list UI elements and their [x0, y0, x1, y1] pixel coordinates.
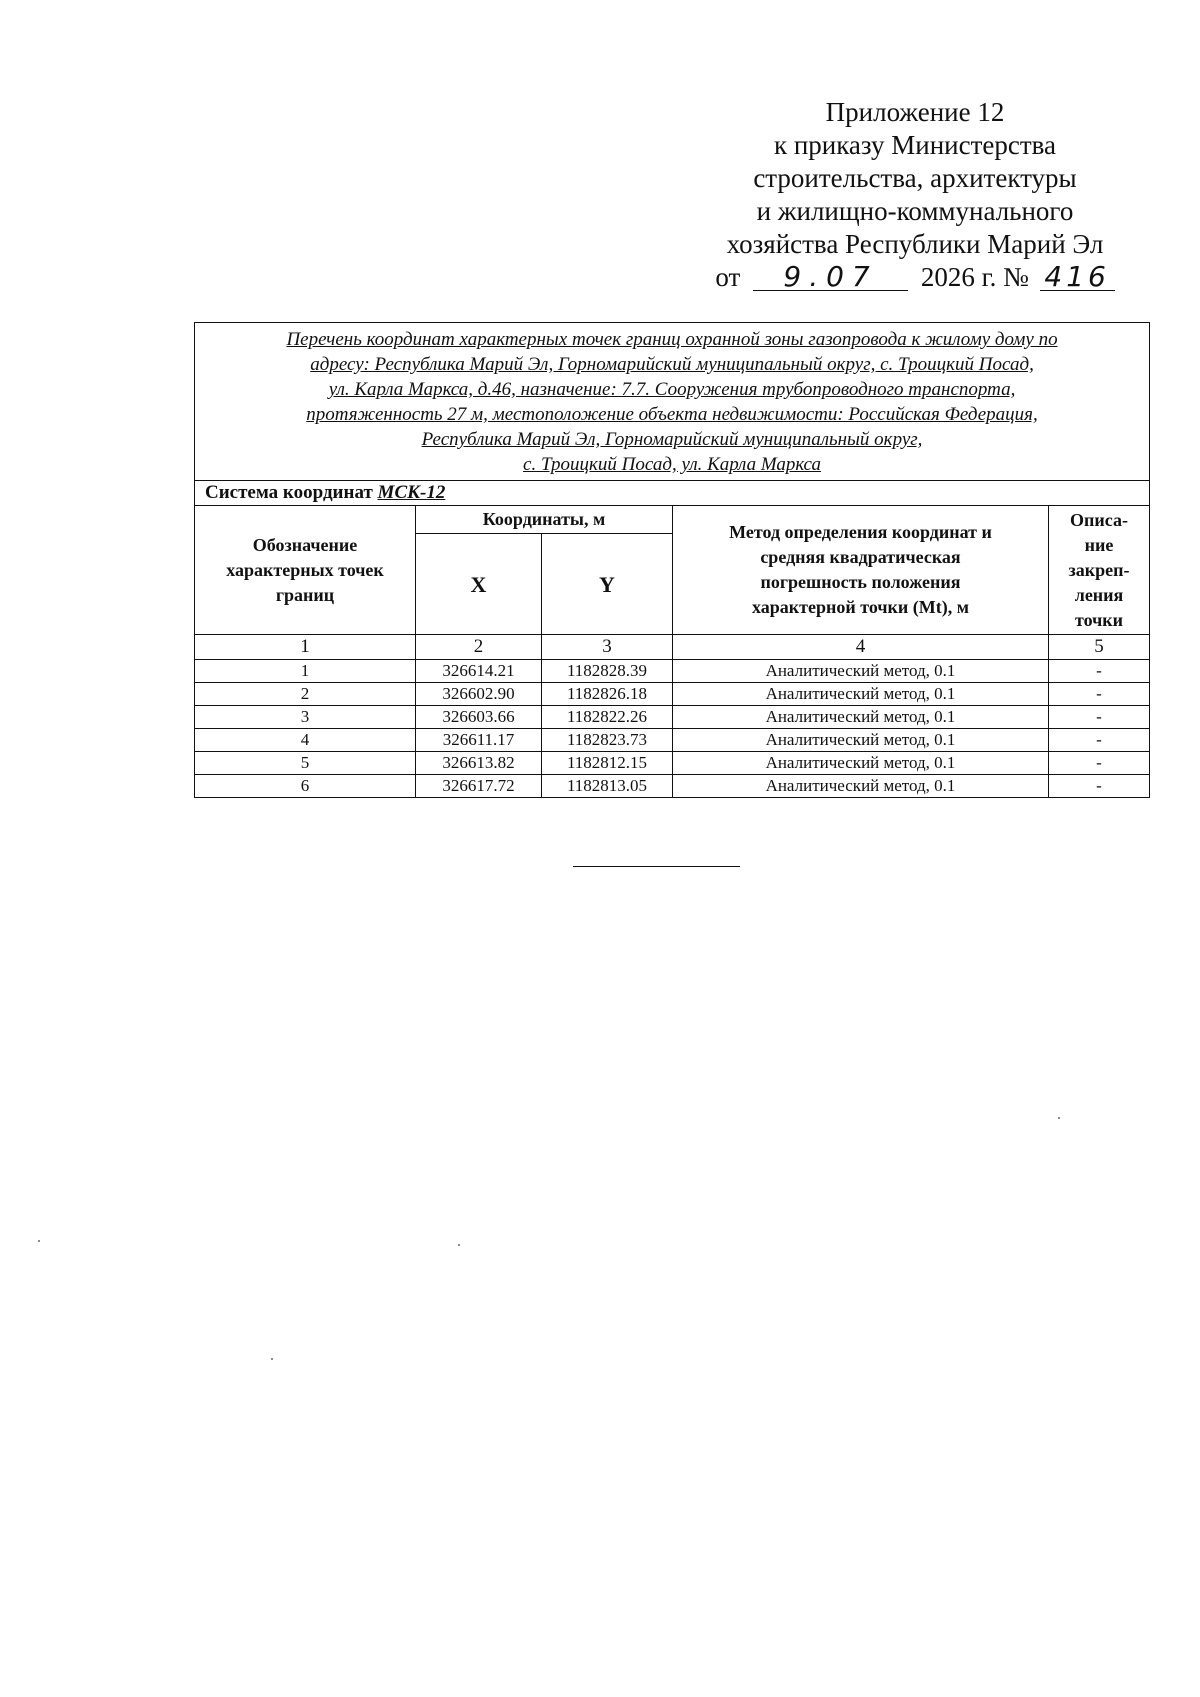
- cell-y: 1182822.26: [542, 706, 673, 729]
- header-method-line: погрешность положения: [760, 572, 961, 592]
- header-line-ministry-2: и жилищно-коммунального: [756, 196, 1074, 226]
- cell-y: 1182813.05: [542, 775, 673, 798]
- header-desc-line: ления: [1074, 584, 1124, 605]
- cell-desc: -: [1049, 729, 1150, 752]
- column-number: 3: [542, 635, 673, 660]
- scan-speck: [458, 1244, 460, 1246]
- cell-y: 1182826.18: [542, 683, 673, 706]
- column-number: 4: [673, 635, 1049, 660]
- cell-desc: -: [1049, 660, 1150, 683]
- cell-point: 2: [195, 683, 416, 706]
- scan-speck: [271, 1358, 273, 1360]
- table-row: [195, 775, 1150, 798]
- header-desc-line: закреп-: [1068, 559, 1130, 580]
- cell-point: 1: [195, 660, 416, 683]
- header-method: [673, 506, 1049, 635]
- coordinates-table: [194, 322, 1150, 798]
- column-number: 2: [416, 635, 542, 660]
- cell-y: 1182823.73: [542, 729, 673, 752]
- title-line: с. Троицкий Посад, ул. Карла Маркса: [523, 454, 821, 475]
- header-desc-line: Описа-: [1070, 509, 1128, 530]
- header-method-line: средняя квадратическая: [760, 547, 961, 567]
- cell-point: 5: [195, 752, 416, 775]
- header-line-appendix: Приложение 12: [825, 97, 1005, 127]
- order-date-line: [690, 261, 1140, 294]
- cell-y: 1182828.39: [542, 660, 673, 683]
- cell-method: Аналитический метод, 0.1: [673, 706, 1049, 729]
- cell-desc: -: [1049, 683, 1150, 706]
- coordinate-system-row: [195, 481, 1150, 506]
- title-line: протяженность 27 м, местоположение объекта недвижимости: Российская Федерация,: [306, 404, 1038, 425]
- coordinate-system-label: Система координат: [205, 482, 373, 503]
- cell-desc: -: [1049, 752, 1150, 775]
- header-points: [195, 506, 416, 635]
- header-description: [1049, 506, 1150, 635]
- table-row: [195, 706, 1150, 729]
- cell-method: Аналитический метод, 0.1: [673, 660, 1049, 683]
- title-line: Перечень координат характерных точек границ охранной зоны газопровода к жилому дому по: [286, 329, 1058, 350]
- handwritten-order-number: 416: [1040, 264, 1115, 291]
- cell-desc: -: [1049, 706, 1150, 729]
- column-number: 1: [195, 635, 416, 660]
- header-y: Y: [542, 534, 673, 635]
- table-title: [195, 323, 1150, 481]
- appendix-header: [690, 96, 1140, 294]
- handwritten-date: 9.07: [753, 264, 908, 291]
- cell-point: 4: [195, 729, 416, 752]
- header-points-line: характерных точек: [226, 559, 384, 580]
- header-x: X: [416, 534, 542, 635]
- header-points-line: Обозначение: [252, 534, 358, 555]
- cell-point: 3: [195, 706, 416, 729]
- title-line: ул. Карла Маркса, д.46, назначение: 7.7. Сооружения трубопроводного транспорта,: [328, 379, 1016, 400]
- table-row: [195, 729, 1150, 752]
- cell-point: 6: [195, 775, 416, 798]
- cell-x: 326613.82: [416, 752, 542, 775]
- year-and-number-label: 2026 г. №: [920, 262, 1029, 292]
- table-row: [195, 752, 1150, 775]
- header-line-ministry-3: хозяйства Республики Марий Эл: [726, 229, 1104, 259]
- header-method-line: характерной точки (Mt), м: [752, 597, 969, 617]
- end-divider: [573, 866, 740, 867]
- coordinate-system-value: МСК-12: [377, 482, 446, 503]
- header-points-line: границ: [275, 584, 335, 605]
- header-desc-line: ние: [1084, 534, 1114, 555]
- cell-method: Аналитический метод, 0.1: [673, 729, 1049, 752]
- header-line-order: к приказу Министерства: [773, 130, 1057, 160]
- column-number: 5: [1049, 635, 1150, 660]
- title-line: Республика Марий Эл, Горномарийский муниципальный округ,: [421, 429, 923, 450]
- scan-speck: [38, 1240, 40, 1242]
- date-prefix: от: [715, 262, 741, 292]
- header-desc-line: точки: [1074, 609, 1124, 630]
- scan-speck: [1058, 1117, 1060, 1119]
- table-row: [195, 683, 1150, 706]
- cell-method: Аналитический метод, 0.1: [673, 683, 1049, 706]
- cell-desc: -: [1049, 775, 1150, 798]
- title-line: адресу: Республика Марий Эл, Горномарийский муниципальный округ, с. Троицкий Посад,: [310, 354, 1034, 375]
- cell-x: 326617.72: [416, 775, 542, 798]
- cell-x: 326602.90: [416, 683, 542, 706]
- header-method-line: Метод определения координат и: [729, 522, 992, 542]
- cell-method: Аналитический метод, 0.1: [673, 752, 1049, 775]
- column-number-row: [195, 635, 1150, 660]
- header-coordinates: Координаты, м: [416, 506, 673, 534]
- cell-y: 1182812.15: [542, 752, 673, 775]
- table-row: [195, 660, 1150, 683]
- cell-method: Аналитический метод, 0.1: [673, 775, 1049, 798]
- cell-x: 326614.21: [416, 660, 542, 683]
- header-line-ministry-1: строительства, архитектуры: [753, 163, 1077, 193]
- cell-x: 326611.17: [416, 729, 542, 752]
- cell-x: 326603.66: [416, 706, 542, 729]
